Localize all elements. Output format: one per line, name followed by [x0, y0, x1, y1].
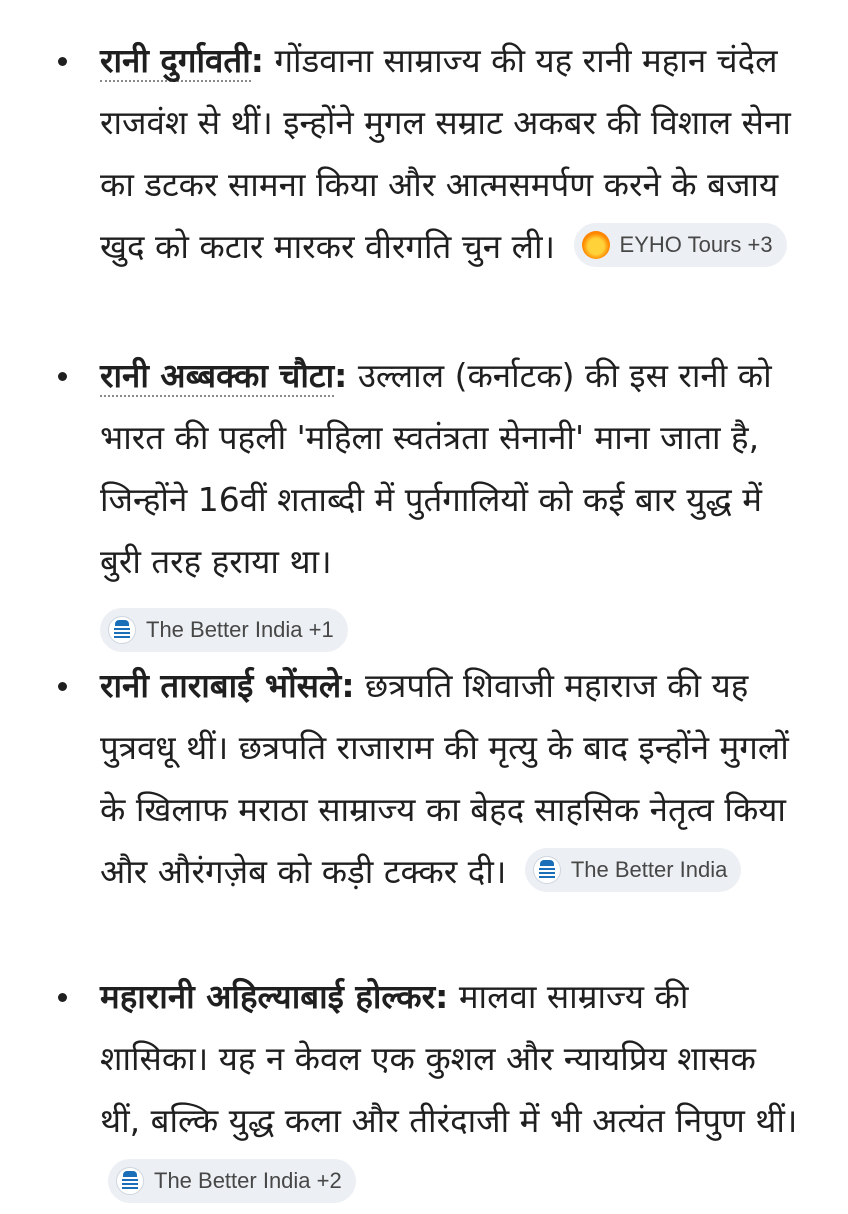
- source-chip-label: The Better India +1: [146, 616, 334, 642]
- list-item-4: [100, 966, 805, 1214]
- list-item-text: मालवा साम्राज्य की शासिका। यह न केवल एक कुशल और न्यायप्रिय शासक थीं, बल्कि युद्ध कला और तीरंदाजी में भी अत्यंत निपुण थीं।: [100, 977, 798, 1140]
- list-item-term: महारानी अहिल्याबाई होल्कर: [100, 977, 436, 1016]
- list-item-term[interactable]: रानी दुर्गावती: [100, 41, 251, 80]
- list-item-2: [100, 345, 805, 661]
- list-item-1: [100, 30, 805, 278]
- source-chip[interactable]: [108, 1159, 356, 1203]
- the-better-india-icon: [116, 1167, 144, 1195]
- list-item-term: रानी ताराबाई भोंसले: [100, 666, 342, 705]
- bullet-icon: [58, 993, 67, 1002]
- source-chip-label: The Better India: [570, 856, 728, 882]
- bullet-icon: [58, 372, 67, 381]
- list-item-3: [100, 655, 805, 903]
- list-item-text: उल्लाल (कर्नाटक) की इस रानी को भारत की पहली 'महिला स्वतंत्रता सेनानी' माना जाता है, जिन्होंने 16वीं शताब्दी में पुर्तगालियों को कई बार युद्ध में बुरी तरह हराया था।: [100, 356, 772, 581]
- source-chip[interactable]: [574, 223, 787, 267]
- sun-icon: [582, 231, 610, 259]
- list-item-term[interactable]: रानी अब्बक्का चौटा: [100, 356, 335, 395]
- colon: :: [250, 41, 264, 80]
- colon: :: [435, 977, 449, 1016]
- source-row: [100, 601, 805, 661]
- source-chip[interactable]: [525, 848, 742, 892]
- source-chip[interactable]: [100, 608, 348, 652]
- list-item-text: गोंडवाना साम्राज्य की यह रानी महान चंदेल राजवंश से थीं। इन्होंने मुगल सम्राट अकबर की विशाल सेना का डटकर सामना किया और आत्मसमर्पण करने के बजाय खुद को कटार मारकर वीरगति चुन ली।: [100, 41, 791, 266]
- colon: :: [334, 356, 348, 395]
- bullet-icon: [58, 682, 67, 691]
- bullet-icon: [58, 57, 67, 66]
- the-better-india-icon: [108, 616, 136, 644]
- source-chip-label: EYHO Tours +3: [619, 231, 773, 257]
- the-better-india-icon: [533, 856, 561, 884]
- source-chip-label: The Better India +2: [154, 1167, 342, 1193]
- list-item-text: छत्रपति शिवाजी महाराज की यह पुत्रवधू थीं। छत्रपति राजाराम की मृत्यु के बाद इन्होंने मुगलों के खिलाफ मराठा साम्राज्य का बेहद साहसिक नेतृत्व किया और औरंगज़ेब को कड़ी टक्कर दी।: [100, 666, 789, 891]
- colon: :: [341, 666, 355, 705]
